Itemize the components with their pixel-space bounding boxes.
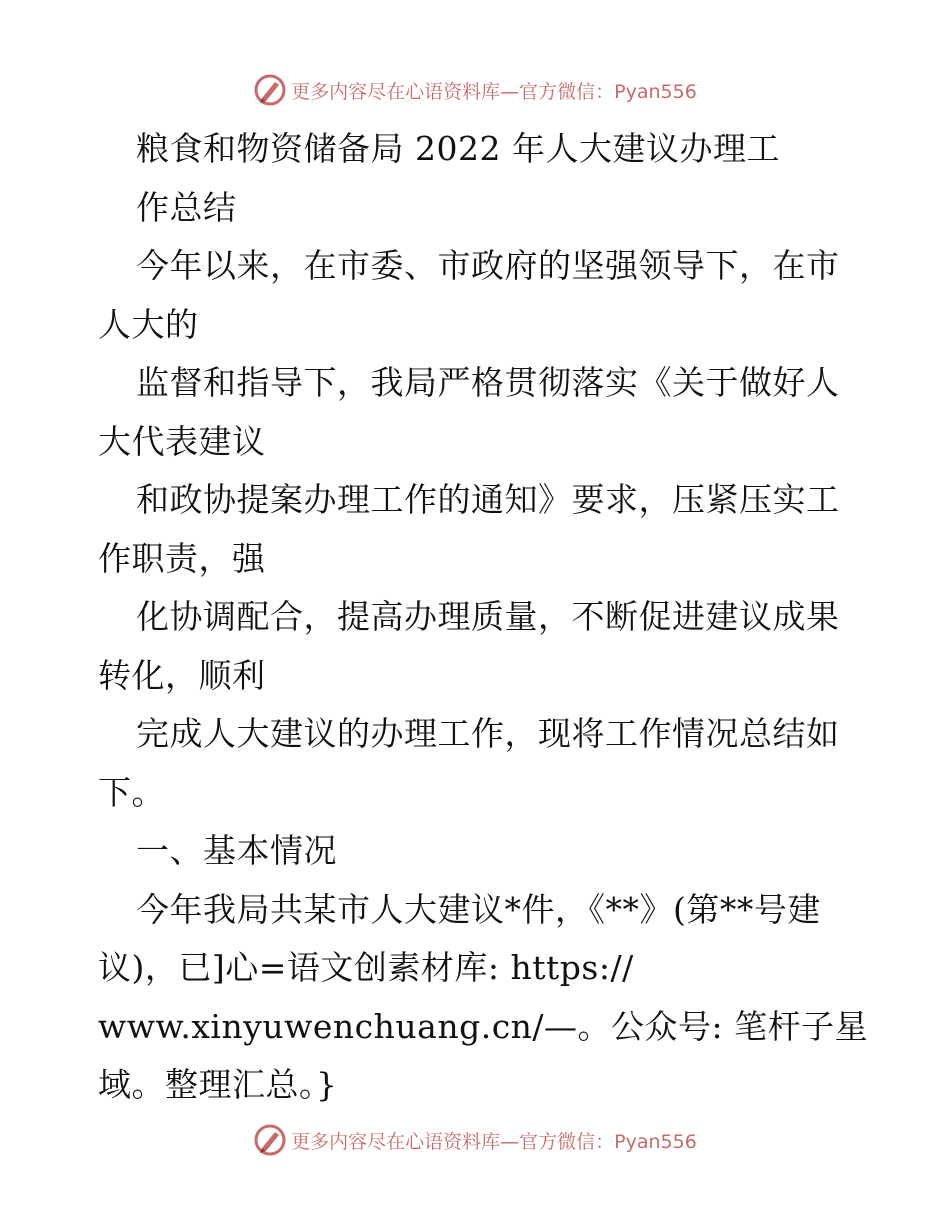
text-line: 一、基本情况 bbox=[136, 831, 337, 870]
text-line: 今年以来，在市委、市政府的坚强领导下，在市 bbox=[136, 246, 840, 285]
text-line: 作总结 bbox=[136, 187, 237, 227]
watermark-text: 更多内容尽在心语资料库—官方微信：Pyan556 bbox=[291, 1130, 697, 1153]
text-line: 和政协提案办理工作的通知》要求，压紧压实工 bbox=[136, 480, 840, 519]
pen-logo-icon bbox=[253, 73, 287, 107]
text-line: 下。 bbox=[98, 772, 165, 812]
text-line: 作职责，强 bbox=[98, 538, 266, 578]
pen-logo-icon bbox=[253, 1123, 287, 1157]
text-line: 今年我局共某市人大建议*件，《**》(第**号建 bbox=[136, 889, 821, 929]
text-line: 完成人大建议的办理工作，现将工作情况总结如 bbox=[136, 714, 840, 753]
text-line: 转化，顺利 bbox=[98, 655, 266, 695]
text-line: 议)，已]心=语文创素材库: https:// bbox=[98, 948, 634, 987]
text-line: www.xinyuwenchuang.cn/—。公众号: 笔杆子星 bbox=[98, 1006, 869, 1046]
text-line: 监督和指导下，我局严格贯彻落实《关于做好人 bbox=[136, 363, 840, 402]
document-body bbox=[98, 120, 869, 1115]
text-line: 域。整理汇总。} bbox=[98, 1065, 338, 1104]
text-line: 粮食和物资储备局 2022 年人大建议办理工 bbox=[136, 129, 780, 168]
watermark-text: 更多内容尽在心语资料库—官方微信：Pyan556 bbox=[291, 80, 697, 103]
watermark-banner-bottom bbox=[0, 1120, 950, 1160]
watermark-banner-top bbox=[0, 70, 950, 110]
text-line: 大代表建议 bbox=[98, 421, 266, 461]
text-line: 化协调配合，提高办理质量，不断促进建议成果 bbox=[136, 597, 840, 636]
text-line: 人大的 bbox=[98, 304, 199, 344]
